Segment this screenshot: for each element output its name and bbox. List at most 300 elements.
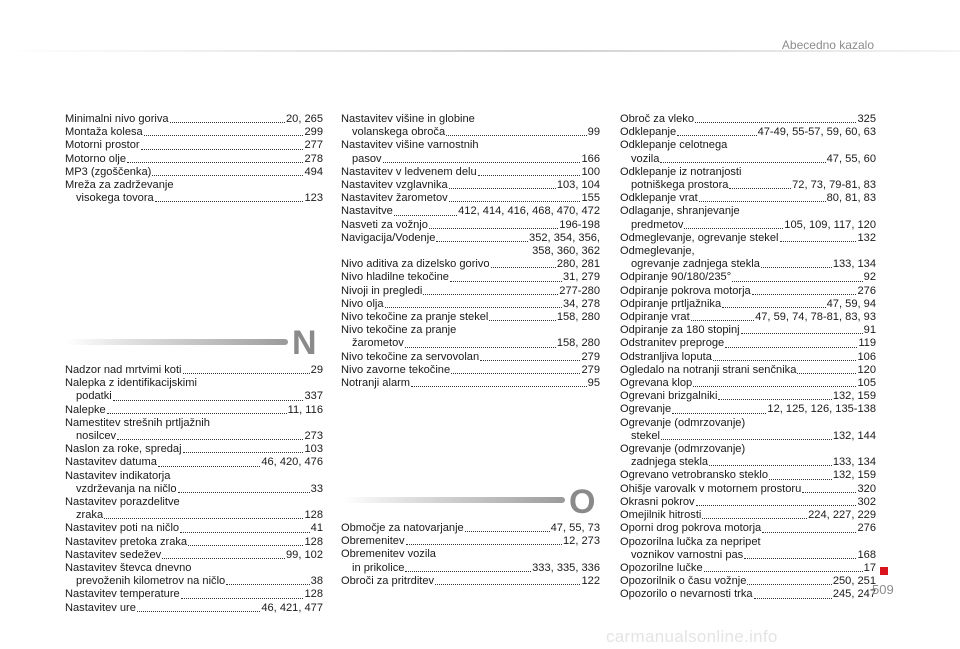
entry-pages: 196-198: [559, 218, 600, 231]
section-n-divider: [66, 339, 288, 345]
dot-leader: [178, 491, 310, 493]
index-entry: [620, 496, 876, 509]
entry-term: Ogrevanje: [620, 403, 672, 416]
index-entry: [620, 298, 876, 311]
dot-leader: [478, 174, 581, 176]
index-entry: [341, 324, 600, 337]
dot-leader: [162, 557, 285, 559]
index-entry: [341, 364, 600, 377]
entry-term: Omejilnik hitrosti: [620, 509, 702, 522]
index-entry: [65, 509, 323, 522]
index-column-3-o: [620, 113, 876, 602]
index-entry: [620, 351, 876, 364]
dot-leader: [802, 491, 856, 493]
entry-term: Opozorilna lučka za nepripet: [620, 535, 761, 548]
entry-term: Ogrevanje (odmrzovanje): [620, 416, 746, 429]
dot-leader: [127, 161, 303, 163]
entry-pages: 47, 59, 74, 78-81, 83, 93: [755, 311, 876, 324]
dot-leader: [660, 161, 825, 163]
index-entry: [620, 456, 876, 469]
dot-leader: [677, 134, 756, 136]
entry-term: Odmeglevanje,: [620, 245, 695, 258]
dot-leader: [180, 531, 310, 533]
section-letter-o: O: [569, 483, 596, 521]
entry-pages: 11, 116: [287, 403, 323, 416]
entry-pages: 133, 134: [832, 258, 876, 271]
entry-pages: 158, 280: [556, 311, 600, 324]
entry-term: Nastavitve: [341, 205, 393, 218]
dot-leader: [722, 306, 826, 308]
entry-pages: 41: [310, 522, 323, 535]
entry-pages: 337: [304, 390, 323, 403]
dot-leader: [406, 543, 562, 545]
entry-pages: 105, 109, 117, 120: [784, 218, 876, 231]
entry-pages: 128: [304, 535, 323, 548]
entry-term: Ohišje varovalk v motornem prostoru: [620, 482, 802, 495]
entry-term: MP3 (zgoščenka): [65, 165, 152, 178]
section-o-divider: [343, 497, 565, 503]
index-entry: [341, 126, 600, 139]
dot-leader: [170, 121, 285, 123]
entry-term: podatki: [76, 390, 112, 403]
entry-pages: 92: [863, 271, 876, 284]
dot-leader: [704, 570, 863, 572]
dot-leader: [383, 161, 581, 163]
dot-leader: [684, 227, 783, 229]
index-entry: [620, 311, 876, 324]
entry-term: Nivo aditiva za dizelsko gorivo: [341, 258, 490, 271]
dot-leader: [696, 504, 857, 506]
dot-leader: [752, 293, 857, 295]
entry-term: Nastavitev višine in globine: [341, 113, 475, 125]
entry-term: Odpiranje pokrova motorja: [620, 284, 751, 297]
index-entry: [620, 113, 876, 126]
index-entry: [620, 166, 876, 179]
entry-pages: 166: [581, 152, 600, 165]
entry-pages: 412, 414, 416, 468, 470, 472: [458, 205, 600, 218]
entry-pages: 46, 421, 477: [261, 601, 323, 614]
entry-term: Nastavitev sedežev: [65, 548, 162, 561]
dot-leader: [449, 200, 581, 202]
entry-term: Nivo tekočine za servovolan: [341, 350, 480, 363]
dot-leader: [107, 412, 287, 414]
entry-pages: 273: [304, 430, 323, 443]
entry-pages: 47-49, 55-57, 59, 60, 63: [757, 126, 876, 139]
entry-term: Odmeglevanje, ogrevanje stekel: [620, 231, 779, 244]
entry-pages: 103, 104: [556, 179, 600, 192]
index-entry: [341, 113, 600, 126]
dot-leader: [183, 372, 310, 374]
dot-leader: [117, 438, 303, 440]
index-entry: [620, 219, 876, 232]
index-entry: [620, 588, 876, 601]
index-entry: [341, 351, 600, 364]
entry-pages: 278: [304, 152, 323, 165]
entry-term: Obremenitev: [341, 535, 405, 548]
dot-leader: [449, 187, 556, 189]
entry-pages: 80, 81, 83: [826, 192, 876, 205]
page-title: Abecedno kazalo: [781, 38, 874, 52]
entry-term: Opozorilo o nevarnosti trka: [620, 588, 753, 601]
dot-leader: [761, 266, 832, 268]
entry-term: Nastavitev števca dnevno: [65, 562, 192, 575]
entry-term: Nastavitev ure: [65, 601, 136, 614]
entry-pages: 105: [857, 377, 876, 390]
dot-leader: [695, 121, 856, 123]
index-entry: [65, 179, 323, 192]
entry-term: Okrasni pokrov: [620, 495, 695, 508]
index-entry: [620, 536, 876, 549]
index-entry: [65, 390, 323, 403]
index-entry: [65, 602, 323, 615]
entry-pages: 17: [863, 561, 876, 574]
entry-term: stekel: [631, 429, 660, 442]
entry-term: zadnjega stekla: [631, 456, 709, 469]
index-entry: [620, 258, 876, 271]
index-entry: [620, 285, 876, 298]
entry-pages: 31, 279: [562, 271, 600, 284]
watermark: carmanualsonline.info: [606, 627, 778, 646]
entry-pages: 128: [304, 509, 323, 522]
index-entry: [620, 549, 876, 562]
entry-pages: 128: [304, 588, 323, 601]
index-entry: [620, 483, 876, 496]
dot-leader: [411, 385, 587, 387]
entry-pages: 72, 73, 79-81, 83: [792, 179, 876, 192]
entry-term: Odpiranje za 180 stopinj: [620, 324, 740, 337]
entry-pages: 38: [310, 575, 323, 588]
entry-pages: 276: [857, 284, 876, 297]
index-entry: [65, 364, 323, 377]
entry-pages: 47, 59, 94: [826, 297, 876, 310]
index-entry: [620, 562, 876, 575]
index-entry: [620, 522, 876, 535]
entry-term: Ogrevanje (odmrzovanje): [620, 443, 746, 456]
entry-pages: 276: [857, 522, 876, 535]
dot-leader: [754, 597, 832, 599]
dot-leader: [429, 227, 558, 229]
entry-term: Nastavitev indikatorja: [65, 469, 171, 482]
index-entry: [620, 192, 876, 205]
index-entry: [620, 324, 876, 337]
index-entry: [341, 337, 600, 350]
index-entry: [65, 430, 323, 443]
dot-leader: [226, 583, 309, 585]
index-entry: [620, 469, 876, 482]
dot-leader: [405, 346, 556, 348]
entry-pages: 132, 144: [832, 429, 876, 442]
entry-term: Nasveti za vožnjo: [341, 218, 428, 231]
dot-leader: [725, 346, 857, 348]
index-entry: [65, 166, 323, 179]
page-marker: [880, 567, 888, 575]
entry-pages: 494: [304, 165, 323, 178]
entry-pages: 245, 247: [832, 588, 876, 601]
dot-leader: [741, 332, 863, 334]
entry-pages: 224, 227, 229: [808, 509, 876, 522]
entry-term: visokega tovora: [76, 192, 154, 205]
entry-term: Nivo olja: [341, 297, 384, 310]
entry-pages: 277: [304, 139, 323, 152]
entry-pages: 250, 251: [832, 575, 876, 588]
dot-leader: [155, 200, 304, 202]
index-entry: [65, 483, 323, 496]
entry-term: Nivo tekočine za pranje stekel: [341, 311, 489, 324]
index-entry: [341, 562, 600, 575]
index-entry: [65, 153, 323, 166]
index-entry: [620, 430, 876, 443]
entry-term: Nastavitev temperature: [65, 588, 180, 601]
entry-term: Ogrevana klop: [620, 377, 693, 390]
entry-term: Nastavitev višine varnostnih: [341, 139, 479, 152]
entry-pages: 120: [857, 363, 876, 376]
index-entry: [65, 549, 323, 562]
index-column-1-m: [65, 113, 323, 205]
entry-pages: 99, 102: [285, 548, 323, 561]
index-entry: [620, 403, 876, 416]
entry-pages: 95: [587, 377, 600, 390]
entry-pages: 119: [858, 337, 876, 350]
dot-leader: [405, 570, 531, 572]
dot-leader: [435, 583, 580, 585]
dot-leader: [113, 399, 304, 401]
dot-leader: [446, 134, 587, 136]
entry-term: Odpiranje prtljažnika: [620, 297, 722, 310]
entry-term: Nalepka z identifikacijskimi: [65, 377, 197, 390]
entry-term: Notranji alarm: [341, 377, 411, 390]
entry-term: vozila: [631, 152, 660, 165]
entry-term: prevoženih kilometrov na ničlo: [76, 575, 226, 588]
index-entry: [65, 113, 323, 126]
index-entry: [65, 522, 323, 535]
index-entry: [65, 575, 323, 588]
entry-term: volanskega obroča: [352, 126, 446, 139]
entry-term: Obroči za pritrditev: [341, 574, 435, 587]
dot-leader: [489, 319, 555, 321]
entry-term: ogrevanje zadnjega stekla: [631, 258, 760, 271]
index-entry: [65, 192, 323, 205]
index-entry: [620, 575, 876, 588]
dot-leader: [450, 280, 562, 282]
entry-term: pasov: [352, 152, 382, 165]
entry-pages: 46, 420, 476: [261, 456, 323, 469]
index-entry: [341, 139, 600, 152]
dot-leader: [183, 451, 304, 453]
entry-pages: 132: [857, 231, 876, 244]
entry-term: Nivo hladilne tekočine: [341, 271, 449, 284]
dot-leader: [709, 464, 832, 466]
dot-leader: [491, 266, 556, 268]
entry-term: Nivoji in pregledi: [341, 284, 423, 297]
dot-leader: [385, 306, 562, 308]
dot-leader: [718, 398, 831, 400]
index-entry: [65, 470, 323, 483]
entry-term: predmetov: [631, 218, 684, 231]
index-entry: [341, 535, 600, 548]
entry-term: Odstranitev preproge: [620, 337, 725, 350]
index-entry: [620, 377, 876, 390]
index-entry: [620, 443, 876, 456]
entry-term: Nastavitev v ledvenem delu: [341, 165, 477, 178]
index-entry: [620, 205, 876, 218]
entry-pages: 34, 278: [562, 297, 600, 310]
entry-term: Odklepanje: [620, 126, 677, 139]
entry-term: Ogledalo na notranji strani senčnika: [620, 363, 797, 376]
index-entry: [620, 245, 876, 258]
entry-term: Nalepke: [65, 403, 106, 416]
entry-term: Motorno olje: [65, 152, 127, 165]
dot-leader: [732, 280, 863, 282]
index-entry: [341, 522, 600, 535]
entry-term: Opozorilnik o času vožnje: [620, 575, 747, 588]
index-entry: [341, 192, 600, 205]
entry-pages: 122: [581, 574, 600, 587]
entry-term: Mreža za zadrževanje: [65, 179, 174, 192]
dot-leader: [141, 148, 304, 150]
dot-leader: [762, 531, 856, 533]
entry-pages: 302: [857, 495, 876, 508]
dot-leader: [451, 372, 580, 374]
dot-leader: [480, 359, 580, 361]
index-entry: [620, 232, 876, 245]
index-entry: [620, 390, 876, 403]
entry-term: Nastavitev vzglavnika: [341, 179, 448, 192]
entry-term: Odstranljiva loputa: [620, 350, 712, 363]
index-entry: [620, 139, 876, 152]
index-entry: [341, 219, 600, 232]
entry-pages: 279: [581, 363, 600, 376]
entry-term: Minimalni nivo goriva: [65, 113, 169, 125]
entry-term: nosilcev: [76, 430, 117, 443]
entry-term: potniškega prostora: [631, 179, 729, 192]
entry-term: Nivo zavorne tekočine: [341, 363, 451, 376]
entry-term: Odpiranje 90/180/235°: [620, 271, 732, 284]
dot-leader: [137, 610, 260, 612]
entry-pages: 333, 335, 336: [532, 561, 600, 574]
entry-pages: 100: [581, 165, 600, 178]
index-entry: [65, 377, 323, 390]
dot-leader: [144, 134, 304, 136]
entry-term: Odklepanje iz notranjosti: [620, 165, 742, 178]
entry-term: Opozorilne lučke: [620, 561, 703, 574]
entry-term: Montaža kolesa: [65, 126, 143, 139]
entry-term: Nastavitev porazdelitve: [65, 496, 180, 509]
index-entry: [341, 575, 600, 588]
entry-term: Odlaganje, shranjevanje: [620, 205, 740, 218]
entry-pages: 33: [310, 482, 323, 495]
index-entry: [620, 364, 876, 377]
index-entry: [65, 536, 323, 549]
entry-pages: 352, 354, 356,: [529, 231, 600, 244]
dot-leader: [181, 597, 304, 599]
index-entry: [341, 298, 600, 311]
index-entry: [341, 311, 600, 324]
entry-term: Ogrevani brizgalniki: [620, 390, 718, 403]
entry-term: Oporni drog pokrova motorja: [620, 522, 762, 535]
entry-pages: 29: [310, 364, 323, 376]
entry-pages: 47, 55, 73: [550, 522, 600, 534]
index-entry: [341, 166, 600, 179]
entry-term: voznikov varnostni pas: [631, 548, 744, 561]
index-entry: [341, 179, 600, 192]
index-entry: [65, 456, 323, 469]
dot-leader: [744, 557, 856, 559]
index-entry: [65, 562, 323, 575]
index-entry: [341, 153, 600, 166]
index-entry: [620, 153, 876, 166]
entry-pages: 277-280: [559, 284, 600, 297]
index-entry: [341, 548, 600, 561]
entry-pages: 155: [581, 192, 600, 205]
dot-leader: [188, 544, 303, 546]
index-entry: [620, 509, 876, 522]
index-entry: [620, 337, 876, 350]
index-entry: [65, 443, 323, 456]
dot-leader: [729, 187, 791, 189]
dot-leader: [661, 438, 832, 440]
entry-term: Nadzor nad mrtvimi koti: [65, 364, 182, 376]
entry-term: Motorni prostor: [65, 139, 140, 152]
entry-pages: 299: [304, 126, 323, 139]
entry-pages: 320: [857, 482, 876, 495]
dot-leader: [465, 530, 550, 532]
index-entry: [341, 245, 600, 258]
index-entry: [65, 126, 323, 139]
entry-pages: 132, 159: [832, 469, 876, 482]
index-entry: [341, 258, 600, 271]
dot-leader: [152, 174, 303, 176]
entry-term: vzdrževanja na ničlo: [76, 482, 177, 495]
entry-pages: 12, 273: [562, 535, 600, 548]
entry-term: zraka: [76, 509, 104, 522]
entry-term: Nivo tekočine za pranje: [341, 324, 457, 337]
dot-leader: [699, 200, 826, 202]
entry-pages: 91: [863, 324, 876, 337]
index-entry: [620, 179, 876, 192]
dot-leader: [691, 319, 754, 321]
section-letter-n: N: [292, 324, 317, 362]
entry-term: Namestitev strešnih prtljažnih: [65, 416, 210, 429]
entry-term: Odklepanje celotnega: [620, 139, 728, 152]
entry-pages: 99: [587, 126, 600, 139]
entry-term: Območje za natovarjanje: [341, 522, 464, 534]
index-column-2-n: [341, 113, 600, 390]
dot-leader: [394, 214, 457, 216]
index-entry: [341, 232, 600, 245]
entry-term: Odklepanje vrat: [620, 192, 698, 205]
dot-leader: [672, 412, 766, 414]
entry-term: žarometov: [352, 337, 404, 350]
dot-leader: [780, 240, 857, 242]
entry-pages: 279: [581, 350, 600, 363]
entry-pages: 358, 360, 362: [532, 245, 600, 258]
entry-pages: 47, 55, 60: [826, 152, 876, 165]
entry-term: Odpiranje vrat: [620, 311, 690, 324]
entry-pages: 103: [304, 443, 323, 456]
entry-term: Naslon za roke, spredaj: [65, 443, 182, 456]
dot-leader: [769, 478, 832, 480]
index-entry: [620, 271, 876, 284]
dot-leader: [436, 240, 528, 242]
entry-term: Nastavitev žarometov: [341, 192, 448, 205]
entry-pages: 158, 280: [556, 337, 600, 350]
dot-leader: [693, 385, 856, 387]
entry-pages: 132, 159: [832, 390, 876, 403]
entry-pages: 20, 265: [285, 113, 323, 125]
dot-leader: [713, 359, 857, 361]
dot-leader: [104, 517, 303, 519]
entry-term: Navigacija/Vodenje: [341, 231, 436, 244]
